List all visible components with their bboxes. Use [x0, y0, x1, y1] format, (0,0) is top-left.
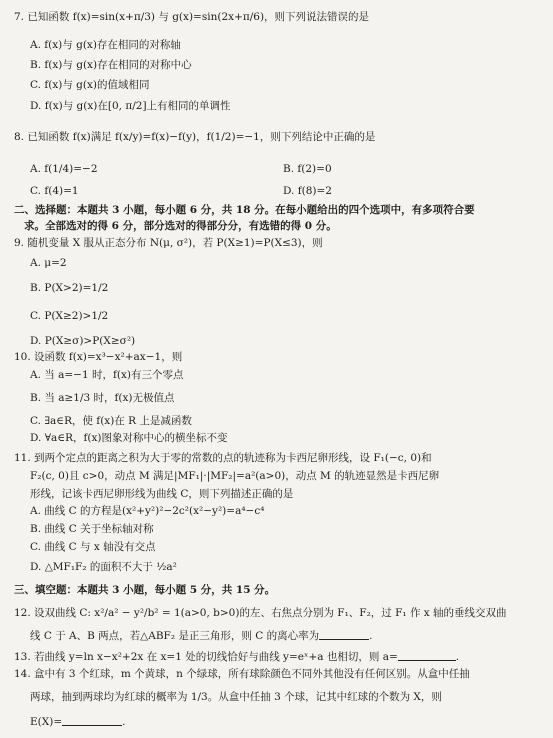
- q13-answer-blank[interactable]: [398, 650, 456, 661]
- section-2-heading: 二、选择题：本题共 3 小题，每小题 6 分，共 18 分。在每小题给出的四个选项中，有多项符合要: [14, 204, 475, 216]
- q9-option-d: D. P(X≥σ)>P(X≥σ²): [30, 335, 136, 347]
- q7-stem: 7. 已知函数 f(x)=sin(x+π/3) 与 g(x)=sin(2x+π/6)，则下列说法错误的是: [14, 11, 370, 23]
- q11-option-a: A. 曲线 C 的方程是(x²+y²)²−2c²(x²−y²)=a⁴−c⁴: [30, 505, 265, 517]
- q14-answer-blank[interactable]: [62, 715, 122, 726]
- q9-option-c: C. P(X≥2)>1/2: [30, 310, 109, 322]
- q8-stem: 8. 已知函数 f(x)满足 f(x/y)=f(x)−f(y)，f(1/2)=−1，则下列结论中正确的是: [14, 131, 376, 143]
- q11-stem-2: F₂(c, 0)且 c>0，动点 M 满足|MF₁|·|MF₂|=a²(a>0)，动点 M 的轨迹显然是卡西尼卵: [30, 470, 440, 482]
- q11-option-c: C. 曲线 C 与 x 轴没有交点: [30, 541, 156, 553]
- q8-option-c: C. f(4)=1: [30, 185, 79, 197]
- q7-option-d: D. f(x)与 g(x)在[0, π/2]上有相同的单调性: [30, 100, 231, 112]
- q7-option-b: B. f(x)与 g(x)存在相同的对称中心: [30, 59, 192, 71]
- q7-option-a: A. f(x)与 g(x)存在相同的对称轴: [30, 39, 181, 51]
- q10-option-d: D. ∀a∈R，f(x)图象对称中心的横坐标不变: [30, 432, 228, 444]
- q12-stem-2: 线 C 于 A、B 两点，若△ABF₂ 是正三角形，则 C 的离心率为 .: [30, 630, 373, 642]
- q13-stem-text: 13. 若曲线 y=ln x−x²+2x 在 x=1 处的切线恰好与曲线 y=eˣ+a 也相切，则 a=: [14, 651, 398, 663]
- q9-option-a: A. μ=2: [30, 257, 67, 269]
- q14-stem-2: 两球，抽到两球均为红球的概率为 1/3。从盒中任抽 3 个球，记其中红球的个数为 X，则: [30, 691, 442, 703]
- q8-option-b: B. f(2)=0: [283, 163, 332, 175]
- q10-option-b: B. 当 a≥1/3 时，f(x)无极值点: [30, 392, 175, 404]
- q10-option-a: A. 当 a=−1 时，f(x)有三个零点: [30, 369, 184, 381]
- q9-option-b: B. P(X>2)=1/2: [30, 282, 109, 294]
- q14-stem-3-text: E(X)=: [30, 716, 63, 728]
- q7-option-c: C. f(x)与 g(x)的值域相同: [30, 79, 150, 91]
- q13-stem: 13. 若曲线 y=ln x−x²+2x 在 x=1 处的切线恰好与曲线 y=eˣ+a 也相切，则 a= .: [14, 651, 460, 663]
- q14-stem-3: E(X)= .: [30, 716, 126, 728]
- section-2-heading-cont: 求。全部选对的得 6 分，部分选对的得部分分，有选错的得 0 分。: [24, 220, 337, 232]
- q12-answer-blank[interactable]: [319, 629, 369, 640]
- q14-stem-1: 14. 盒中有 3 个红球，m 个黄球，n 个绿球，所有球除颜色不同外其他没有任何区别。从盒中任抽: [14, 668, 470, 680]
- section-3-heading: 三、填空题：本题共 3 小题，每小题 5 分，共 15 分。: [14, 584, 276, 596]
- q8-option-a: A. f(1/4)=−2: [30, 163, 98, 175]
- q10-stem: 10. 设函数 f(x)=x³−x²+ax−1，则: [14, 351, 183, 363]
- q11-stem-1: 11. 到两个定点的距离之积为大于零的常数的点的轨迹称为卡西尼卵形线，设 F₁(−c, 0)和: [14, 452, 432, 464]
- q12-stem-2-text: 线 C 于 A、B 两点，若△ABF₂ 是正三角形，则 C 的离心率为: [30, 630, 320, 642]
- q11-option-b: B. 曲线 C 关于坐标轴对称: [30, 523, 154, 535]
- q8-option-d: D. f(8)=2: [283, 185, 332, 197]
- q9-stem: 9. 随机变量 X 服从正态分布 N(μ, σ²)，若 P(X≥1)=P(X≤3)，则: [14, 237, 323, 249]
- q12-stem-1: 12. 设双曲线 C: x²/a² − y²/b² = 1(a>0, b>0)的左、右焦点分别为 F₁、F₂，过 F₁ 作 x 轴的垂线交双曲: [14, 607, 507, 619]
- q11-stem-3: 形线，记该卡西尼卵形线为曲线 C，则下列描述正确的是: [30, 488, 294, 500]
- q10-option-c: C. ∃a∈R，使 f(x)在 R 上是减函数: [30, 415, 192, 427]
- q11-option-d: D. △MF₁F₂ 的面积不大于 ½a²: [30, 561, 177, 573]
